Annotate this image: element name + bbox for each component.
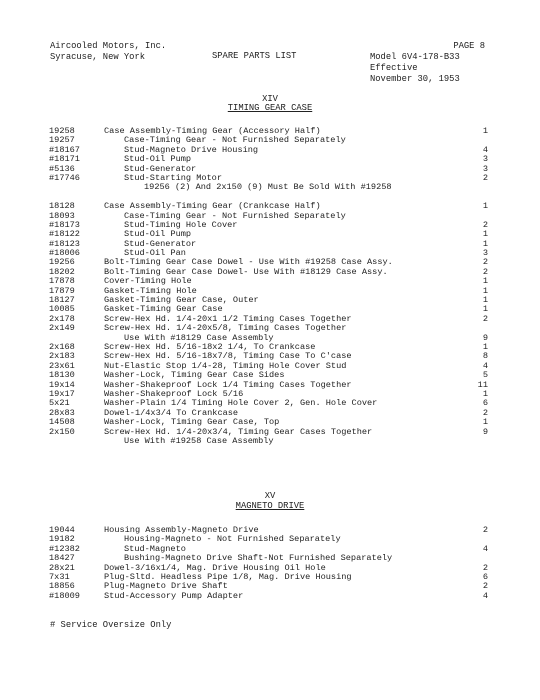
part-number: 10085 (49, 304, 75, 315)
part-description: Dowel-3/16x1/4, Mag. Drive Housing Oil Hole (104, 562, 326, 573)
part-quantity: 1 (482, 201, 488, 212)
part-row (0, 155, 540, 164)
part-quantity: 2 (482, 257, 488, 268)
part-number: 23x61 (49, 360, 75, 371)
page-number: PAGE 8 (453, 41, 485, 51)
part-description: Bolt-Timing Gear Case Dowel- Use With #18129 Case Assy. (104, 266, 388, 277)
part-quantity: 1 (482, 238, 488, 249)
part-description: Case Assembly-Timing Gear (Accessory Half) (104, 126, 321, 136)
part-description: Stud-Starting Motor (124, 172, 222, 183)
part-description: Case-Timing Gear - Not Furnished Separately (124, 135, 346, 146)
part-description: Stud-Oil Pump (124, 154, 192, 165)
model-block (370, 41, 490, 85)
part-description: Stud-Oil Pan (124, 248, 186, 259)
part-quantity: 2 (482, 407, 488, 418)
part-row (0, 296, 540, 305)
part-quantity: 9 (482, 426, 488, 437)
part-row (0, 230, 540, 239)
part-quantity: 2 (482, 172, 488, 183)
part-row (0, 212, 540, 221)
part-row (0, 165, 540, 174)
part-number: 18856 (49, 581, 75, 592)
part-row (0, 240, 540, 249)
part-description: Bushing-Magneto Drive Shaft-Not Furnished Separately (124, 553, 393, 564)
part-quantity: 5 (482, 370, 488, 381)
part-description: Gasket-Timing Gear Case, Outer (104, 295, 259, 306)
part-number: #18173 (49, 219, 80, 230)
part-number: #18006 (49, 248, 80, 259)
part-description: Bolt-Timing Gear Case Dowel - Use With #19258 Case Assy. (104, 257, 393, 268)
part-quantity: 3 (482, 163, 488, 174)
section-title: TIMING GEAR CASE (227, 103, 313, 113)
part-number: 28x83 (49, 407, 75, 418)
part-description: Gasket-Timing Hole (104, 285, 197, 296)
part-quantity: 1 (482, 276, 488, 287)
part-description: Nut-Elastic Stop 1/4-28, Timing Hole Cover Stud (104, 360, 347, 371)
section-title: MAGNETO DRIVE (235, 501, 305, 511)
part-quantity: 9 (482, 332, 488, 343)
part-number: 17879 (49, 285, 75, 296)
part-quantity: 1 (482, 417, 488, 428)
part-row (0, 592, 540, 601)
document-title: SPARE PARTS LIST (212, 51, 297, 61)
part-description: Stud-Timing Hole Cover (124, 219, 238, 230)
part-row (0, 582, 540, 591)
part-quantity: 11 (477, 379, 488, 390)
section-number: XV (264, 491, 276, 501)
part-description: Stud-Magneto (124, 543, 186, 554)
part-number: 18427 (49, 553, 75, 564)
part-description: Stud-Oil Pump (124, 229, 192, 240)
part-description: Housing Assembly-Magneto Drive (104, 525, 259, 535)
part-number: #18009 (49, 590, 80, 601)
part-quantity: 4 (482, 144, 488, 155)
part-number: 18128 (49, 201, 75, 212)
part-row (0, 381, 540, 390)
part-number: #18123 (49, 238, 80, 249)
part-row (0, 136, 540, 145)
part-number: 2x150 (49, 426, 75, 437)
part-quantity: 1 (482, 295, 488, 306)
part-description: Screw-Hex Hd. 1/4-20x1 1/2 Timing Cases Together (104, 313, 352, 324)
parts-list-timing-gear-case (0, 127, 540, 446)
part-number: 19257 (49, 135, 75, 146)
part-description: Stud-Magneto Drive Housing (124, 144, 259, 155)
part-description: Gasket-Timing Gear Case (104, 304, 223, 315)
part-row (0, 146, 540, 155)
company-name: Aircooled Motors, Inc. (50, 41, 167, 51)
part-quantity: 2 (482, 562, 488, 573)
part-quantity: 2 (482, 219, 488, 230)
part-number: 2x183 (49, 351, 75, 362)
part-description: Screw-Hex Hd. 1/4-20x3/4, Timing Gear Cases Together (104, 426, 373, 437)
part-number: 19256 (49, 257, 75, 268)
part-description: Plug-Sltd. Headless Pipe 1/8, Mag. Drive Housing (104, 571, 352, 582)
part-number: 19182 (49, 534, 75, 545)
part-number: 14508 (49, 417, 75, 428)
part-number: 18093 (49, 210, 75, 221)
part-quantity: 4 (482, 543, 488, 554)
part-number: 5x21 (49, 398, 70, 409)
part-number: 2x149 (49, 323, 75, 334)
part-row (0, 437, 540, 446)
part-number: 18202 (49, 266, 75, 277)
part-row (0, 277, 540, 286)
part-description: Washer-Lock, Timing Gear Case Sides (104, 370, 285, 381)
part-description: Plug-Magneto Drive Shaft (104, 581, 228, 592)
part-description: Case-Timing Gear - Not Furnished Separately (124, 210, 346, 221)
part-row (0, 221, 540, 230)
part-number: 18130 (49, 370, 75, 381)
footnote: # Service Oversize Only (50, 620, 172, 630)
part-description: Case Assembly-Timing Gear (Crankcase Half) (104, 201, 321, 212)
part-description: Cover-Timing Hole (104, 276, 192, 287)
effective-date: November 30, 1953 (370, 74, 460, 84)
part-description: 19256 (2) And 2x150 (9) Must Be Sold With #19258 (144, 182, 392, 193)
part-number: #18171 (49, 154, 80, 165)
part-description: Dowel-1/4x3/4 To Crankcase (104, 407, 239, 418)
part-description: Washer-Plain 1/4 Timing Hole Cover 2, Gen. Hole Cover (104, 398, 378, 409)
part-quantity: 4 (482, 590, 488, 601)
part-description: Washer-Shakeproof Lock 5/16 (104, 388, 244, 399)
part-number: 19044 (49, 525, 75, 535)
part-quantity: 2 (482, 313, 488, 324)
part-number: 17878 (49, 276, 75, 287)
part-number: #18167 (49, 144, 80, 155)
part-number: 19x14 (49, 379, 75, 390)
part-quantity: 8 (482, 351, 488, 362)
part-number: 19258 (49, 126, 75, 136)
part-quantity: 3 (482, 154, 488, 165)
part-row (0, 573, 540, 582)
part-number: #5136 (49, 163, 75, 174)
part-description: Use With #18129 Case Assembly (124, 332, 274, 343)
part-quantity: 2 (482, 525, 488, 535)
part-quantity: 2 (482, 581, 488, 592)
part-row (0, 183, 540, 192)
section-number: XIV (262, 94, 278, 104)
model-number: Model 6V4-178-B33 (370, 52, 460, 62)
part-description: Use With #19258 Case Assembly (124, 435, 274, 446)
part-row (0, 399, 540, 408)
part-row (0, 287, 540, 296)
part-quantity: 1 (482, 229, 488, 240)
part-quantity: 1 (482, 126, 488, 136)
company-block (50, 41, 166, 63)
part-quantity: 4 (482, 360, 488, 371)
part-row (0, 535, 540, 544)
part-description: Stud-Generator (124, 238, 197, 249)
part-description: Screw-Hex Hd. 5/16-18x7/8, Timing Case To C'case (104, 351, 352, 362)
part-number: 2x168 (49, 341, 75, 352)
part-quantity: 6 (482, 571, 488, 582)
part-description: Housing-Magneto - Not Furnished Separately (124, 534, 341, 545)
part-number: 19x17 (49, 388, 75, 399)
part-description: Screw-Hex Hd. 1/4-20x5/8, Timing Cases Together (104, 323, 347, 334)
part-description: Stud-Accessory Pump Adapter (104, 590, 244, 601)
part-description: Washer-Lock, Timing Gear Case, Top (104, 417, 280, 428)
part-number: 7x31 (49, 571, 70, 582)
part-number: 18127 (49, 295, 75, 306)
part-quantity: 1 (482, 388, 488, 399)
part-description: Washer-Shakeproof Lock 1/4 Timing Cases Together (104, 379, 352, 390)
part-number: #17746 (49, 172, 80, 183)
effective-label: Effective (370, 63, 418, 73)
part-quantity: 1 (482, 341, 488, 352)
part-quantity: 6 (482, 398, 488, 409)
company-location: Syracuse, New York (50, 52, 146, 62)
part-number: 28x21 (49, 562, 75, 573)
part-number: #12382 (49, 543, 80, 554)
part-number: #18122 (49, 229, 80, 240)
part-quantity: 1 (482, 304, 488, 315)
parts-list-magneto-drive (0, 526, 540, 601)
part-quantity: 2 (482, 266, 488, 277)
part-row (0, 268, 540, 277)
part-quantity: 1 (482, 285, 488, 296)
part-description: Screw-Hex Hd. 5/16-18x2 1/4, To Crankcase (104, 341, 316, 352)
part-description: Stud-Generator (124, 163, 197, 174)
part-quantity: 3 (482, 248, 488, 259)
part-number: 2x178 (49, 313, 75, 324)
